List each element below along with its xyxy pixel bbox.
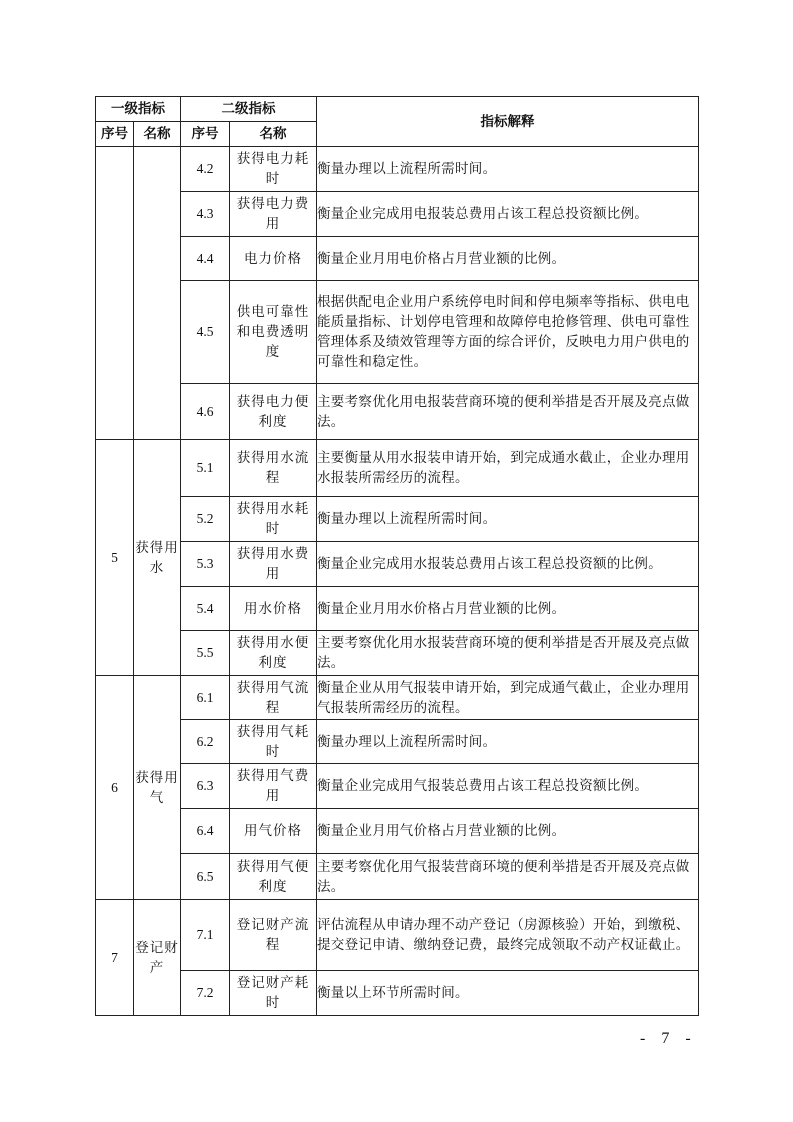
indicator-code: 6.3 [181, 764, 230, 809]
page-number: - 7 - [640, 1030, 697, 1047]
indicator-name: 获得用气耗时 [230, 720, 317, 764]
table-row [96, 587, 699, 631]
indicator-code: 4.4 [181, 237, 230, 281]
header-l2-seq: 序号 [181, 122, 230, 147]
indicator-explanation: 评估流程从申请办理不动产登记（房源核验）开始，到缴税、提交登记申请、缴纳登记费，最终完成领取不动产权证截止。 [317, 900, 699, 971]
indicator-explanation: 衡量企业月用气价格占月营业额的比例。 [317, 809, 699, 854]
header-row-1 [96, 97, 699, 122]
table-row [96, 809, 699, 854]
indicator-code: 6.2 [181, 720, 230, 764]
table-row [96, 542, 699, 587]
indicator-code: 7.1 [181, 900, 230, 971]
indicator-code: 5.2 [181, 497, 230, 542]
indicator-code: 4.3 [181, 192, 230, 237]
indicator-code: 4.2 [181, 147, 230, 192]
header-level1: 一级指标 [96, 97, 181, 122]
indicator-code: 5.4 [181, 587, 230, 631]
indicator-name: 获得电力便利度 [230, 384, 317, 440]
indicator-explanation: 衡量企业从用气报装申请开始，到完成通气截止，企业办理用气报装所需经历的流程。 [317, 676, 699, 720]
table-row [96, 281, 699, 384]
group-seq: 5 [96, 440, 134, 676]
indicator-name: 电力价格 [230, 237, 317, 281]
table-row [96, 900, 699, 971]
indicator-code: 5.3 [181, 542, 230, 587]
indicator-code: 7.2 [181, 971, 230, 1016]
table-row [96, 631, 699, 676]
header-l1-seq: 序号 [96, 122, 134, 147]
group-name: 登记财产 [134, 900, 181, 1016]
indicator-explanation: 根据供配电企业用户系统停电时间和停电频率等指标、供电电能质量指标、计划停电管理和故障停电抢修管理、供电可靠性管理体系及绩效管理等方面的综合评价，反映电力用户供电的可靠性和稳定性。 [317, 281, 699, 384]
table-row [96, 854, 699, 900]
table-row [96, 192, 699, 237]
group-name-cell [134, 147, 181, 440]
indicator-explanation: 衡量办理以上流程所需时间。 [317, 147, 699, 192]
table-row [96, 147, 699, 192]
group-name: 获得用水 [134, 440, 181, 676]
indicator-code: 6.5 [181, 854, 230, 900]
table-row [96, 764, 699, 809]
indicator-table [95, 96, 699, 1016]
indicator-name: 获得用水费用 [230, 542, 317, 587]
header-l1-name: 名称 [134, 122, 181, 147]
indicator-explanation: 衡量办理以上流程所需时间。 [317, 497, 699, 542]
indicator-explanation: 衡量企业月用水价格占月营业额的比例。 [317, 587, 699, 631]
indicator-name: 获得用水便利度 [230, 631, 317, 676]
indicator-name: 用水价格 [230, 587, 317, 631]
indicator-explanation: 衡量办理以上流程所需时间。 [317, 720, 699, 764]
group-seq: 7 [96, 900, 134, 1016]
indicator-code: 5.1 [181, 440, 230, 497]
indicator-code: 5.5 [181, 631, 230, 676]
indicator-code: 4.6 [181, 384, 230, 440]
group-seq: 6 [96, 676, 134, 900]
group-seq-cell [96, 147, 134, 440]
table-row [96, 676, 699, 720]
header-l2-name: 名称 [230, 122, 317, 147]
indicator-explanation: 主要考察优化用电报装营商环境的便利举措是否开展及亮点做法。 [317, 384, 699, 440]
indicator-name: 获得电力耗时 [230, 147, 317, 192]
indicator-name: 登记财产流程 [230, 900, 317, 971]
indicator-name: 供电可靠性和电费透明度 [230, 281, 317, 384]
indicator-name: 登记财产耗时 [230, 971, 317, 1016]
indicator-explanation: 主要衡量从用水报装申请开始，到完成通水截止，企业办理用水报装所需经历的流程。 [317, 440, 699, 497]
indicator-name: 获得用气便利度 [230, 854, 317, 900]
header-level2: 二级指标 [181, 97, 317, 122]
indicator-explanation: 衡量企业完成用水报装总费用占该工程总投资额的比例。 [317, 542, 699, 587]
table-row [96, 384, 699, 440]
table-row [96, 971, 699, 1016]
indicator-explanation: 衡量企业完成用气报装总费用占该工程总投资额比例。 [317, 764, 699, 809]
indicator-explanation: 主要考察优化用水报装营商环境的便利举措是否开展及亮点做法。 [317, 631, 699, 676]
indicator-name: 获得用水耗时 [230, 497, 317, 542]
indicator-name: 获得电力费用 [230, 192, 317, 237]
indicator-explanation: 衡量以上环节所需时间。 [317, 971, 699, 1016]
table-row [96, 720, 699, 764]
table-row [96, 440, 699, 497]
group-name: 获得用气 [134, 676, 181, 900]
indicator-explanation: 衡量企业完成用电报装总费用占该工程总投资额比例。 [317, 192, 699, 237]
indicator-name: 获得用气流程 [230, 676, 317, 720]
indicator-explanation: 主要考察优化用气报装营商环境的便利举措是否开展及亮点做法。 [317, 854, 699, 900]
indicator-code: 6.1 [181, 676, 230, 720]
indicator-explanation: 衡量企业月用电价格占月营业额的比例。 [317, 237, 699, 281]
indicator-name: 用气价格 [230, 809, 317, 854]
indicator-name: 获得用气费用 [230, 764, 317, 809]
indicator-code: 4.5 [181, 281, 230, 384]
table-row [96, 237, 699, 281]
header-explanation: 指标解释 [317, 97, 699, 147]
indicator-name: 获得用水流程 [230, 440, 317, 497]
table-row [96, 497, 699, 542]
indicator-code: 6.4 [181, 809, 230, 854]
